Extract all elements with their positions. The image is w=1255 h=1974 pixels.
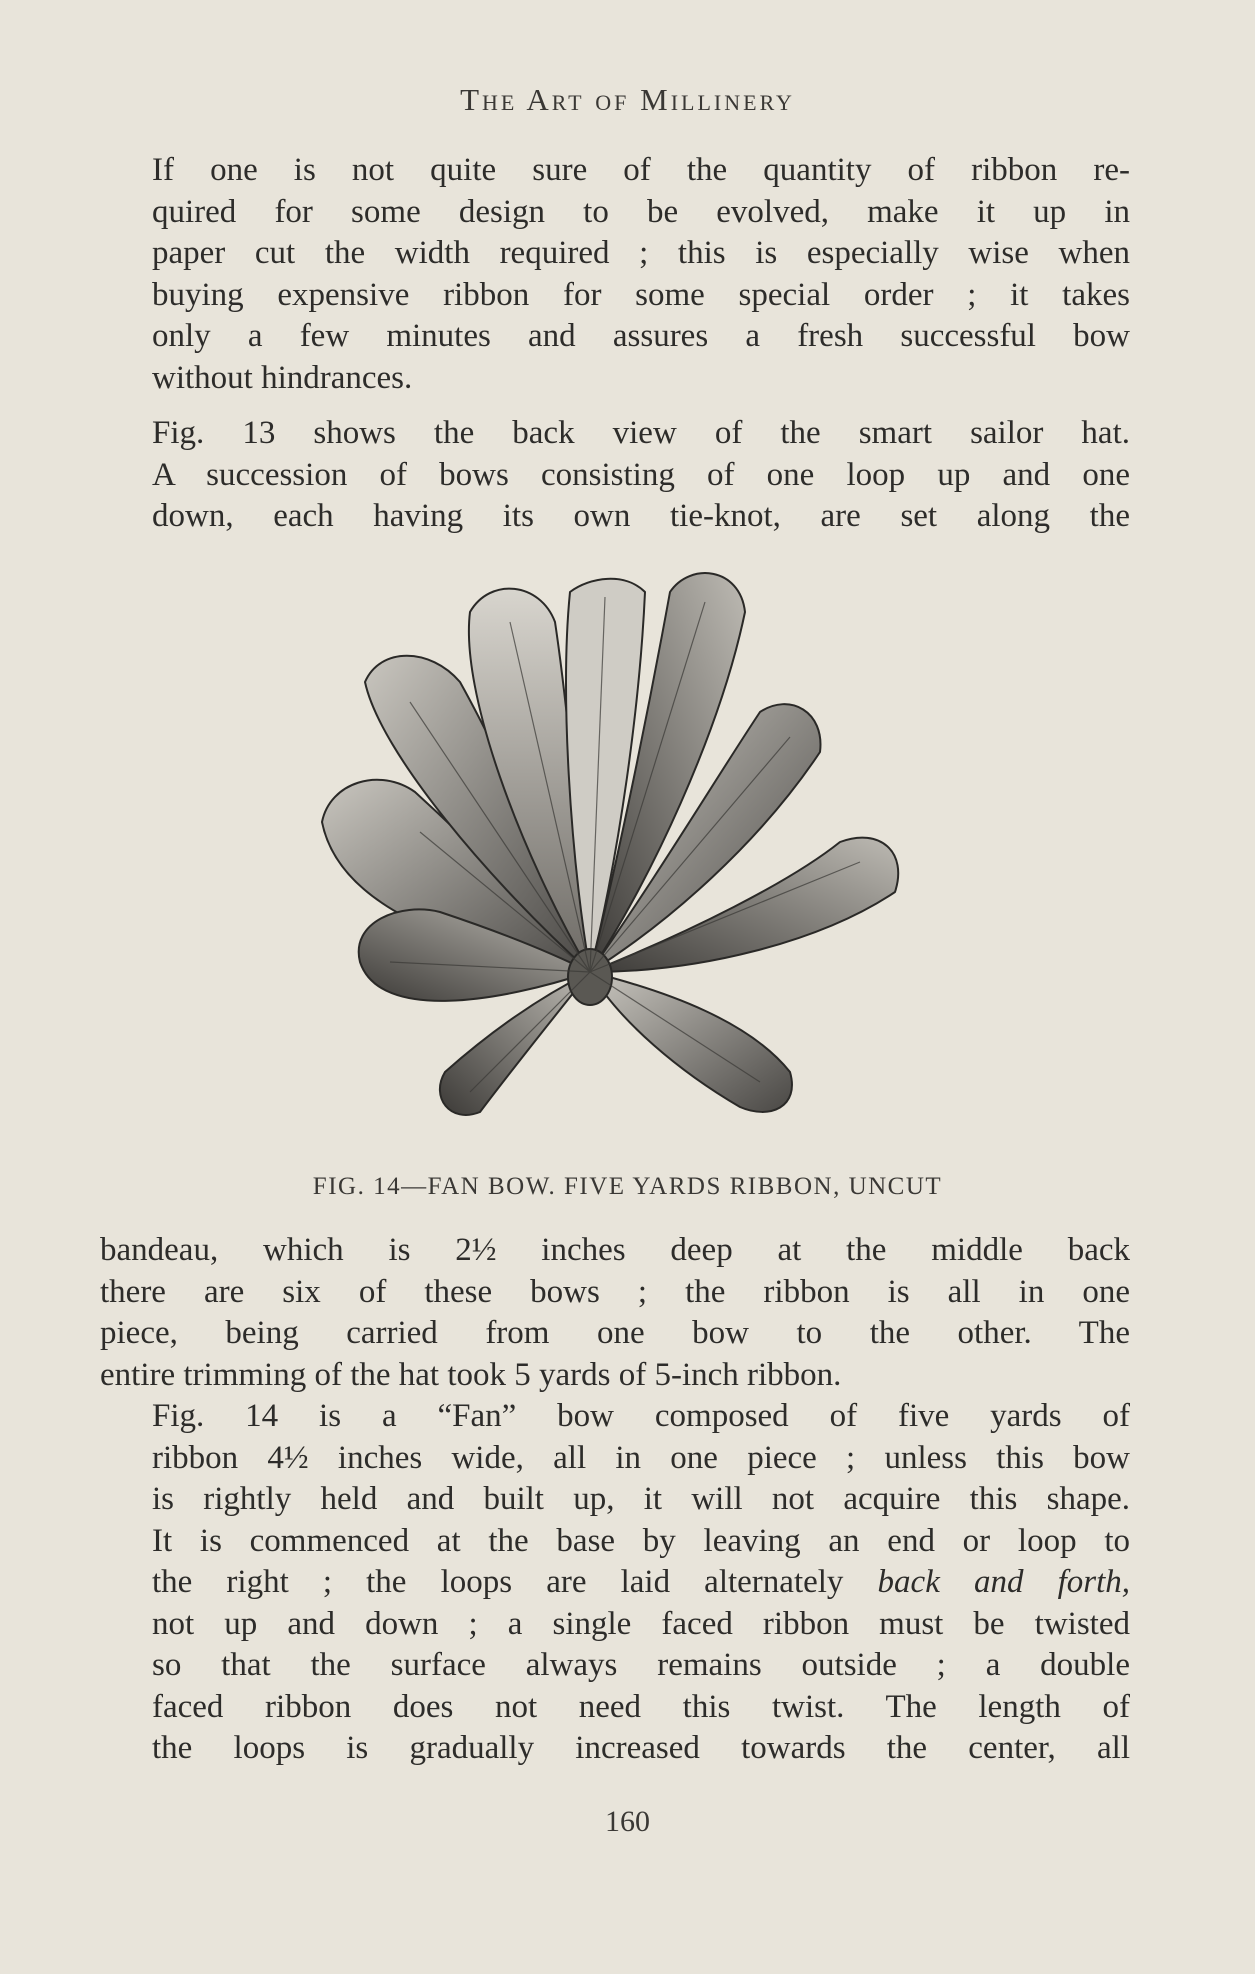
text-run: the right ; the loops are laid alternately [152,1564,878,1600]
paragraph-ribbon-quantity [100,150,1130,399]
text-line: buying expensive ribbon for some special order ; it takes [152,276,1130,313]
text-line [100,1562,1130,1604]
paragraph-bandeau [100,1230,1130,1396]
text-line: Fig. 14 is a “Fan” bow composed of five yards of [152,1398,1130,1434]
text-line: so that the surface always remains outside ; a double [152,1647,1130,1683]
text-line: quired for some design to be evolved, make it up in [152,193,1130,230]
running-title: The Art of Millinery [460,82,795,117]
text-line: only a few minutes and assures a fresh successful bow [152,318,1130,354]
text-line: ribbon 4½ inches wide, all in one piece ; unless this bow [152,1439,1130,1476]
text-line: entire trimming of the hat took 5 yards of 5-inch ribbon. [100,1356,842,1393]
text-line: the loops is gradually increased towards the center, all [152,1730,1130,1766]
text-line: is rightly held and built up, it will not acquire this shape. [152,1481,1130,1517]
text-line: not up and down ; a single faced ribbon must be twisted [152,1605,1130,1642]
text-line: faced ribbon does not need this twist. The length of [152,1688,1130,1725]
paragraph-fig14 [100,1396,1130,1770]
text-line: It is commenced at the base by leaving an end or loop to [152,1522,1130,1559]
text-line: down, each having its own tie-knot, are set along the [152,498,1130,534]
figure-caption: FIG. 14—FAN BOW. FIVE YARDS RIBBON, UNCUT [312,1173,943,1200]
text-line: there are six of these bows ; the ribbon is all in one [100,1273,1130,1310]
page-number: 160 [605,1805,650,1838]
text-line: piece, being carried from one bow to the other. The [100,1315,1130,1351]
text-line: bandeau, which is 2½ inches deep at the middle back [100,1232,1130,1268]
text-line: If one is not quite sure of the quantity of ribbon re- [152,152,1130,188]
fan-bow-illustration [320,552,910,1122]
italic-text: back and forth, [877,1564,1130,1600]
text-line: Fig. 13 shows the back view of the smart sailor hat. [152,415,1130,451]
text-line: paper cut the width required ; this is especially wise when [152,235,1130,271]
paragraph-fig13 [100,413,1130,538]
text-line: without hindrances. [152,359,413,396]
text-line: A succession of bows consisting of one loop up and one [152,456,1130,493]
